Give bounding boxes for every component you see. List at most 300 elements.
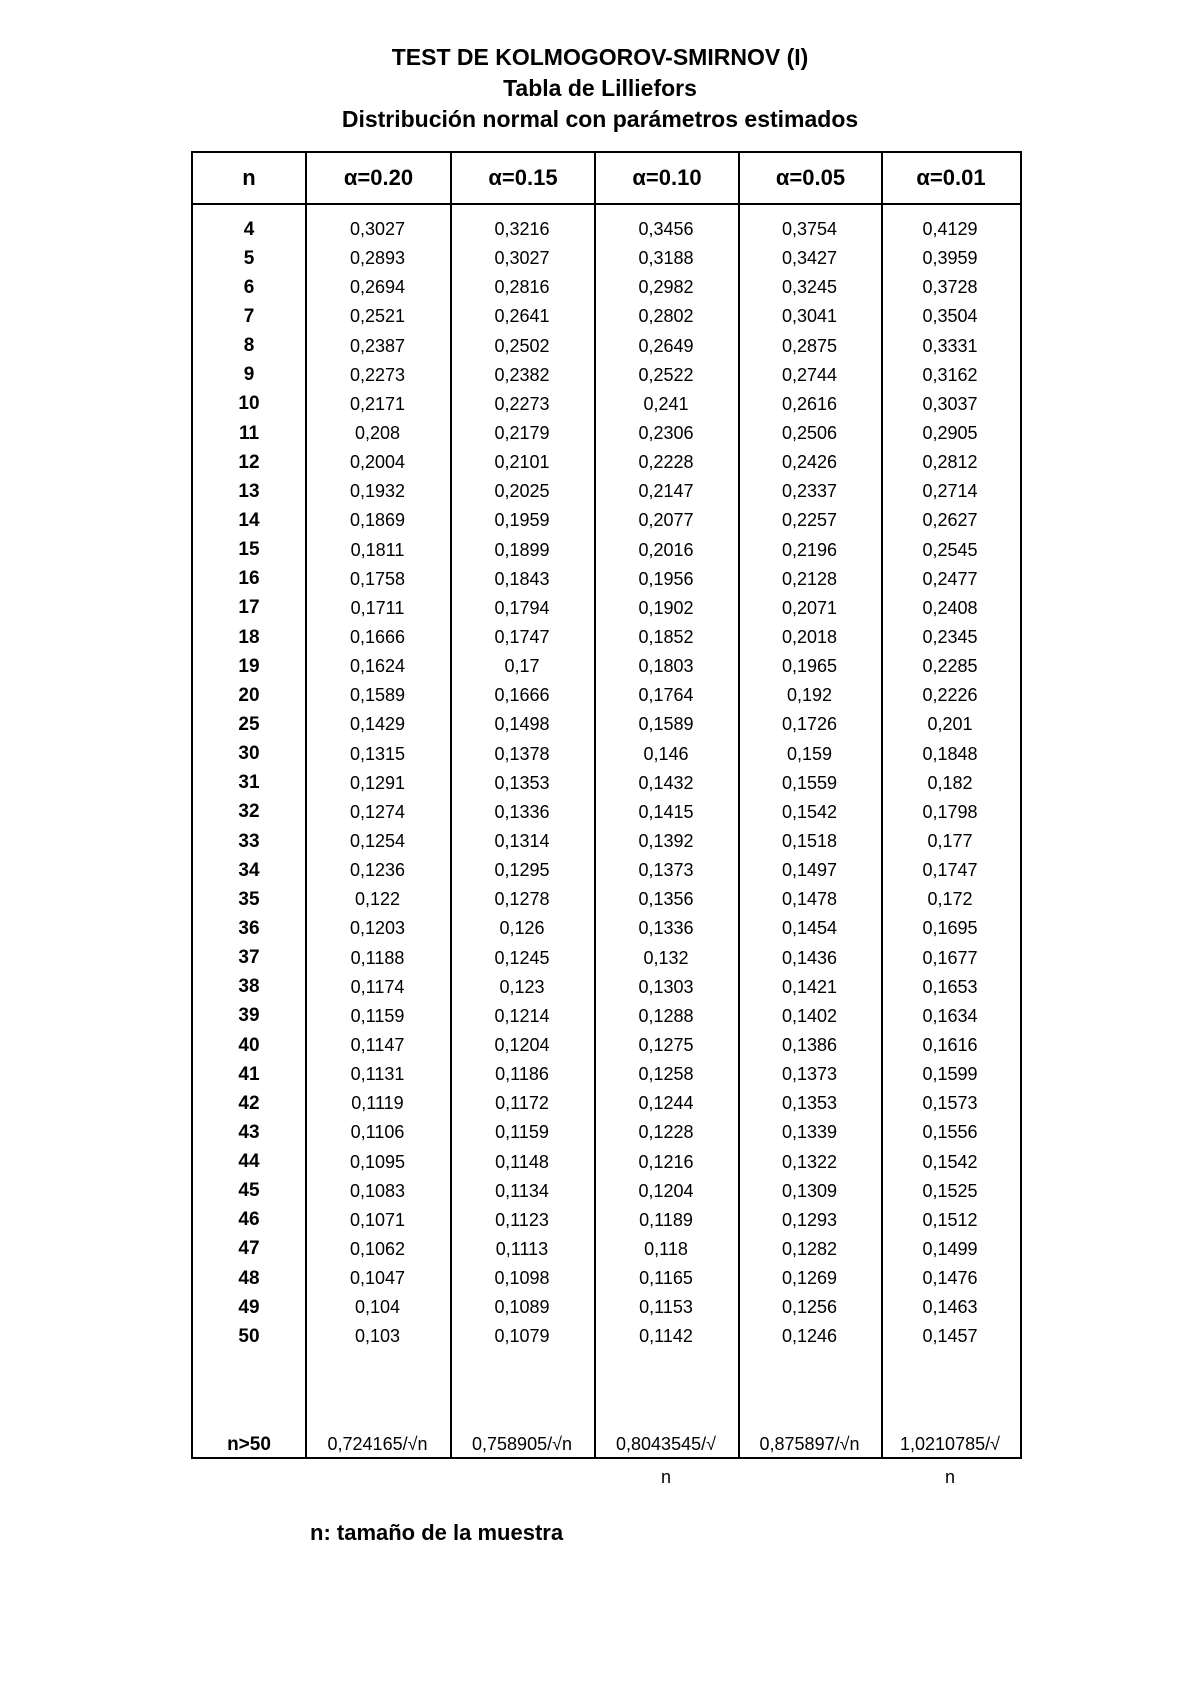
n-cell: 17 [238,597,260,619]
table-row [193,652,1020,681]
value-cell: 0,1148 [495,1151,549,1172]
value-cell: 0,1258 [638,1064,694,1085]
table-rows [193,215,1020,1351]
value-cell: 0,1711 [350,597,405,618]
value-cell: 0,1666 [494,685,550,706]
value-cell: 0,1378 [494,743,550,764]
table-row [193,302,1020,331]
value-cell: 0,1353 [494,772,550,793]
value-cell: 0,2228 [638,452,694,473]
table-row [193,623,1020,652]
value-cell: 0,1113 [495,1238,549,1259]
value-cell: 0,2694 [349,277,406,298]
value-cell: 0,1758 [349,568,406,589]
value-cell: 0,2196 [781,539,838,560]
n-cell: 15 [238,539,260,561]
table-row [193,1118,1020,1147]
value-cell: 0,2506 [781,423,838,444]
value-cell: 0,2982 [638,277,694,298]
title-main: TEST DE KOLMOGOROV-SMIRNOV (I) [391,44,809,70]
value-cell: 0,1095 [349,1151,406,1172]
value-cell: 0,1147 [350,1035,405,1055]
n-cell: 4 [243,218,255,240]
n-cell: 16 [238,568,260,590]
value-cell: 0,1153 [639,1297,693,1318]
value-cell: 0,3456 [638,219,694,240]
value-cell: 0,2382 [494,364,550,385]
value-cell: 0,1902 [638,597,694,618]
value-cell: 0,1275 [638,1035,694,1055]
table-row [193,361,1020,390]
header-alpha-015: α=0.15 [450,153,594,203]
table-row [193,594,1020,623]
value-cell: 0,1852 [638,627,694,648]
lilliefors-table [191,151,1022,1487]
value-cell: 0,1083 [349,1180,406,1201]
value-cell: 0,1174 [350,976,405,997]
value-cell: 0,1518 [781,831,838,852]
value-cell: 0,1429 [349,714,406,735]
value-cell: 0,1204 [638,1180,694,1201]
value-cell: 0,1373 [781,1064,838,1085]
value-cell: 0,2025 [494,481,550,502]
title-sub: Tabla de Lilliefors [503,75,697,101]
table-row [193,390,1020,419]
value-cell: 0,2226 [922,685,978,706]
value-cell: 0,1666 [349,627,406,648]
value-cell: 0,3754 [781,219,838,240]
n-cell: 14 [238,509,260,531]
value-cell: 0,1295 [494,860,550,881]
value-cell: 0,2337 [781,481,838,502]
value-cell: 0,123 [499,976,545,997]
value-cell: 0,1956 [638,568,694,589]
value-cell: 0,2641 [494,306,550,327]
value-cell: 0,2714 [922,481,978,502]
value-cell: 0,1432 [638,772,694,793]
table-row [193,1177,1020,1206]
table-row [193,1031,1020,1060]
value-cell: 0,1499 [922,1238,978,1259]
value-cell: 0,241 [643,393,689,414]
value-cell: 0,1293 [781,1209,838,1230]
value-cell: 0,2893 [349,248,406,269]
value-cell: 0,2273 [349,364,406,385]
value-cell: 0,182 [927,772,973,793]
table-row [193,448,1020,477]
value-cell: 0,208 [354,423,401,444]
value-cell: 0,172 [927,889,973,910]
value-cell: 0,2545 [922,539,978,560]
value-cell: 0,3245 [781,277,838,298]
value-cell: 0,2408 [922,597,978,618]
formula-line: 0,8043545/√ [616,1434,716,1454]
table-row [193,1089,1020,1118]
value-cell: 0,1278 [494,889,550,910]
value-cell: 0,1392 [638,831,694,852]
value-cell: 0,2171 [349,393,406,414]
n-cell: 47 [238,1238,260,1260]
value-cell: 0,1142 [639,1326,693,1347]
value-cell: 0,177 [927,831,973,852]
value-cell: 0,1204 [494,1035,550,1055]
n-cell: 18 [238,626,260,648]
value-cell: 0,1314 [494,831,550,852]
n-cell: 13 [238,480,260,502]
n-cell: 38 [238,976,260,998]
value-cell: 0,1274 [349,801,406,822]
value-cell: 0,1542 [781,801,838,822]
n-cell: 43 [238,1121,260,1143]
value-cell: 0,2018 [781,627,838,648]
value-cell: 0,1803 [638,656,694,677]
value-cell: 0,1624 [349,656,406,677]
value-cell: 0,1573 [922,1093,978,1114]
n-cell: 33 [238,830,260,852]
n-cell: 20 [238,684,260,706]
value-cell: 0,104 [354,1297,401,1318]
n-cell: 32 [238,801,260,823]
value-cell: 0,1228 [638,1122,694,1143]
value-cell: 0,1089 [494,1297,550,1318]
value-cell: 0,103 [354,1326,401,1347]
value-cell: 0,1246 [781,1326,838,1347]
value-cell: 0,4129 [922,219,978,240]
value-cell: 0,3728 [922,277,978,298]
value-cell: 0,1098 [494,1268,550,1289]
table-row [193,1264,1020,1293]
value-cell: 0,2875 [781,335,838,356]
value-cell: 0,1415 [638,801,694,822]
value-cell: 0,1559 [781,772,838,793]
n-cell: 11 [238,422,260,444]
value-cell: 0,1291 [349,772,406,793]
value-cell: 0,1303 [638,976,694,997]
table-row [193,244,1020,273]
value-cell: 0,1203 [349,918,406,939]
value-cell: 0,1454 [781,918,838,939]
value-cell: 0,1288 [638,1005,694,1026]
value-cell: 0,1869 [349,510,406,531]
value-cell: 0,1106 [350,1122,405,1143]
table-row [193,856,1020,885]
formula-line: 1,0210785/√ [900,1434,1000,1454]
value-cell: 0,122 [354,889,401,910]
value-cell: 0,1695 [922,918,978,939]
value-cell: 0,1373 [638,860,694,881]
formula-cell [305,1428,450,1494]
table-row [193,419,1020,448]
value-cell: 0,2101 [494,452,550,473]
value-cell: 0,3331 [922,335,978,356]
value-cell: 0,1421 [781,976,838,997]
value-cell: 0,3188 [638,248,694,269]
formula-cell [450,1428,594,1494]
value-cell: 0,1525 [922,1180,978,1201]
value-cell: 0,1653 [922,976,978,997]
value-cell: 0,1047 [349,1268,406,1289]
value-cell: 0,1188 [350,947,405,968]
n-cell: 49 [238,1296,260,1318]
value-cell: 0,2502 [494,335,550,356]
table-row [193,536,1020,565]
n-cell: 42 [238,1092,260,1114]
value-cell: 0,1476 [922,1268,978,1289]
value-cell: 0,1848 [922,743,978,764]
n-cell: 6 [243,276,255,298]
value-cell: 0,1512 [922,1209,978,1230]
value-cell: 0,3427 [781,248,838,269]
n-cell: 45 [238,1180,260,1202]
value-cell: 0,2627 [922,510,978,531]
value-cell: 0,1119 [351,1093,404,1114]
value-cell: 0,1172 [495,1093,549,1114]
header-alpha-005: α=0.05 [738,153,881,203]
value-cell: 0,1216 [638,1151,694,1172]
value-cell: 0,1062 [349,1238,406,1259]
value-cell: 0,1402 [781,1005,838,1026]
n-cell: 48 [238,1267,260,1289]
n-cell: 34 [238,859,260,881]
value-cell: 0,3027 [494,248,550,269]
value-cell: 0,2744 [781,364,838,385]
value-cell: 0,1336 [494,801,550,822]
table-body [193,205,1020,1487]
n-cell: 37 [238,947,260,969]
value-cell: 0,1599 [922,1064,978,1085]
value-cell: 0,1269 [781,1268,838,1289]
document-titles [0,42,1200,135]
formula-line: 0,875897/√n [759,1434,860,1454]
n-cell: 7 [243,305,255,327]
value-cell: 0,1794 [494,597,550,618]
value-cell: 0,2071 [781,597,838,618]
value-cell: 0,3959 [922,248,978,269]
formula-line: 0,758905/√n [472,1434,572,1454]
n-cell: 25 [238,713,260,735]
value-cell: 0,2147 [638,481,694,502]
value-cell: 0,1386 [781,1035,838,1055]
table-row [193,565,1020,594]
n-cell: 35 [238,888,260,910]
table-row [193,1293,1020,1322]
value-cell: 0,1315 [349,743,406,764]
value-cell: 0,1811 [350,539,405,560]
table-row [193,740,1020,769]
table-row [193,215,1020,244]
header-alpha-010: α=0.10 [594,153,738,203]
header-alpha-020: α=0.20 [305,153,450,203]
value-cell: 0,1356 [638,889,694,910]
n-cell: 30 [238,743,260,765]
n-cell: 8 [243,335,255,357]
table-row [193,914,1020,943]
value-cell: 0,2802 [638,306,694,327]
value-cell: 0,1254 [349,831,406,852]
value-cell: 0,1214 [494,1005,550,1026]
value-cell: 0,1131 [350,1064,405,1085]
n-cell: 10 [238,393,260,415]
value-cell: 0,1159 [495,1122,549,1143]
table-row [193,827,1020,856]
n-cell: 36 [238,917,260,939]
value-cell: 0,3504 [922,306,978,327]
value-cell: 0,1726 [781,714,838,735]
table-row [193,1148,1020,1177]
n-cell: 31 [238,772,260,794]
value-cell: 0,1747 [494,627,550,648]
value-cell: 0,2345 [922,627,978,648]
table-row [193,273,1020,302]
value-cell: 0,1457 [922,1326,978,1347]
value-cell: 0,1282 [781,1238,838,1259]
table-row [193,769,1020,798]
table-row [193,973,1020,1002]
value-cell: 0,126 [499,918,545,939]
table-row [193,1235,1020,1264]
value-cell: 0,1165 [639,1268,693,1289]
value-cell: 0,1616 [922,1035,978,1055]
value-cell: 0,1186 [495,1064,549,1085]
formula-cell [594,1428,738,1494]
table-row [193,1206,1020,1235]
formula-line: n [944,1467,955,1487]
table-row [193,332,1020,361]
value-cell: 0,2522 [638,364,694,385]
table-row [193,1322,1020,1351]
table-row [193,944,1020,973]
value-cell: 0,1309 [781,1180,838,1201]
value-cell: 0,1353 [781,1093,838,1114]
value-cell: 0,1339 [781,1122,838,1143]
table-row [193,506,1020,535]
n-cell: 19 [238,655,260,677]
header-n: n [242,165,256,190]
n-cell: 44 [238,1151,260,1173]
value-cell: 0,1436 [781,947,838,968]
value-cell: 0,2477 [922,568,978,589]
value-cell: 0,2521 [349,306,406,327]
value-cell: 0,118 [644,1238,688,1259]
value-cell: 0,2387 [349,335,406,356]
formula-line: 0,724165/√n [327,1434,428,1454]
table-row-large-n [193,1428,1020,1494]
formula-cell [738,1428,881,1494]
table-row [193,477,1020,506]
value-cell: 0,17 [504,656,540,677]
value-cell: 0,3041 [781,306,838,327]
value-cell: 0,2905 [922,423,978,444]
value-cell: 0,3037 [922,393,978,414]
value-cell: 0,1843 [494,568,550,589]
value-cell: 0,1798 [922,801,978,822]
value-cell: 0,1747 [922,860,978,881]
value-cell: 0,2426 [781,452,838,473]
value-cell: 0,3027 [349,219,406,240]
formula-cell [881,1428,1019,1494]
value-cell: 0,1189 [639,1209,693,1230]
value-cell: 0,2306 [638,423,694,444]
value-cell: 0,1071 [349,1209,406,1230]
value-cell: 0,1497 [781,860,838,881]
value-cell: 0,1589 [638,714,694,735]
value-cell: 0,132 [643,947,689,968]
n-cell: 9 [243,364,255,386]
title-description: Distribución normal con parámetros estimados [341,106,859,132]
value-cell: 0,1498 [494,714,550,735]
n-cell: 5 [243,247,255,269]
value-cell: 0,2812 [922,452,978,473]
value-cell: 0,2649 [638,335,694,356]
value-cell: 0,3162 [922,364,978,385]
value-cell: 0,1589 [349,685,406,706]
value-cell: 0,2128 [781,568,838,589]
value-cell: 0,1236 [349,860,406,881]
value-cell: 0,159 [786,743,833,764]
value-cell: 0,1336 [638,918,694,939]
value-cell: 0,1322 [781,1151,838,1172]
value-cell: 0,192 [786,685,833,706]
value-cell: 0,2004 [349,452,406,473]
table-row [193,1002,1020,1031]
table-row [193,710,1020,739]
table-row [193,1060,1020,1089]
value-cell: 0,2816 [494,277,550,298]
value-cell: 0,1556 [922,1122,978,1143]
value-cell: 0,1244 [638,1093,694,1114]
value-cell: 0,2285 [922,656,978,677]
value-cell: 0,1965 [781,656,838,677]
n-cell: 50 [238,1325,260,1347]
formula-line: n [660,1467,671,1487]
table-header-row [193,153,1020,205]
value-cell: 0,2273 [494,393,550,414]
value-cell: 0,201 [927,714,973,735]
value-cell: 0,1899 [494,539,550,560]
value-cell: 0,2077 [638,510,694,531]
n-cell: 39 [238,1005,260,1027]
value-cell: 0,1134 [495,1180,549,1201]
value-cell: 0,1959 [494,510,550,531]
n-cell: 40 [238,1034,260,1056]
value-cell: 0,146 [643,743,689,764]
value-cell: 0,1463 [922,1297,978,1318]
n-cell: 12 [238,451,260,473]
table-row [193,885,1020,914]
n-cell: 46 [238,1209,260,1231]
value-cell: 0,1079 [494,1326,550,1347]
value-cell: 0,2179 [494,423,550,444]
value-cell: 0,2616 [781,393,838,414]
table-row [193,798,1020,827]
footnote: n: tamaño de la muestra [310,1520,564,1545]
n-cell: n>50 [227,1434,271,1455]
value-cell: 0,1634 [922,1005,978,1026]
value-cell: 0,1245 [494,947,550,968]
value-cell: 0,1932 [349,481,406,502]
value-cell: 0,1256 [781,1297,838,1318]
value-cell: 0,1677 [922,947,978,968]
value-cell: 0,3216 [494,219,550,240]
n-cell: 41 [238,1063,260,1085]
value-cell: 0,1123 [495,1209,549,1230]
value-cell: 0,1478 [781,889,838,910]
table-row [193,681,1020,710]
value-cell: 0,1542 [922,1151,978,1172]
value-cell: 0,1764 [638,685,694,706]
header-alpha-001: α=0.01 [881,153,1019,203]
value-cell: 0,2016 [638,539,694,560]
